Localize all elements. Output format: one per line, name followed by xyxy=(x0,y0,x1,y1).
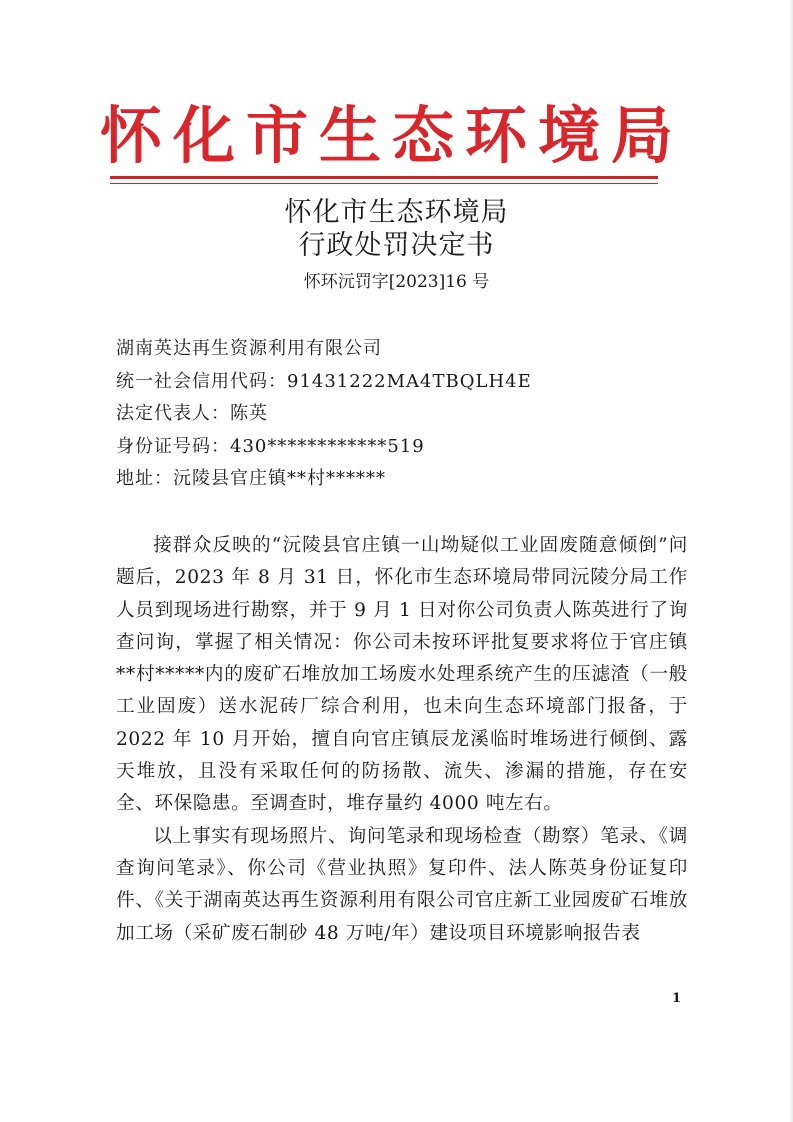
letterhead-rule-thin xyxy=(110,183,658,184)
party-credit-code: 统一社会信用代码：91431222MA4TBQLH4E xyxy=(116,370,532,392)
document-body xyxy=(116,530,688,950)
letterhead-title: 怀化市生态环境局 xyxy=(100,99,685,172)
document-title-type: 行政处罚决定书 xyxy=(298,230,495,261)
body-paragraph: 以上事实有现场照片、询问笔录和现场检查（勘察）笔录、《调查询问笔录》、你公司《营业执照》复印件、法人陈英身份证复印件、《关于湖南英达再生资源利用有限公司官庄新工业园废矿石堆放加工场（采矿废石制砂 48 万吨/年）建设项目环境影响报告表 xyxy=(116,825,688,944)
party-info xyxy=(116,333,696,496)
letterhead-rule-thick xyxy=(110,176,658,179)
party-id-number: 身份证号码：430************519 xyxy=(116,435,425,457)
scan-edge-shadow xyxy=(789,0,793,1122)
document-number: 怀环沅罚字[2023]16 号 xyxy=(303,272,490,292)
party-address: 地址：沅陵县官庄镇**村****** xyxy=(116,468,386,489)
party-legal-representative: 法定代表人：陈英 xyxy=(116,403,268,424)
document-title-issuer: 怀化市生态环境局 xyxy=(284,197,509,228)
page-number: 1 xyxy=(672,991,682,1006)
party-company-name: 湖南英达再生资源利用有限公司 xyxy=(116,338,382,359)
body-paragraph: 接群众反映的“沅陵县官庄镇一山坳疑似工业固废随意倾倒”问题后，2023 年 8 月 31 日，怀化市生态环境局带同沅陵分局工作人员到现场进行勘察，并于 9 月 1 日对你公司负责人陈英进行了询查问询，掌握了相关情况：你公司未按环评批复要求将位于官庄镇**村*****内的废矿石堆放加工场废水处理系统产生的压滤渣（一般工业固废）送水泥砖厂综合利用，也未向生态环境部门报备，于 2022 年 10 月开始，擅自向官庄镇辰龙溪临时堆场进行倾倒、露天堆放，且没有采取任何的防扬散、流失、渗漏的措施，存在安全、环保隐患。至调查时，堆存量约 4000 吨左右。 xyxy=(116,535,688,815)
